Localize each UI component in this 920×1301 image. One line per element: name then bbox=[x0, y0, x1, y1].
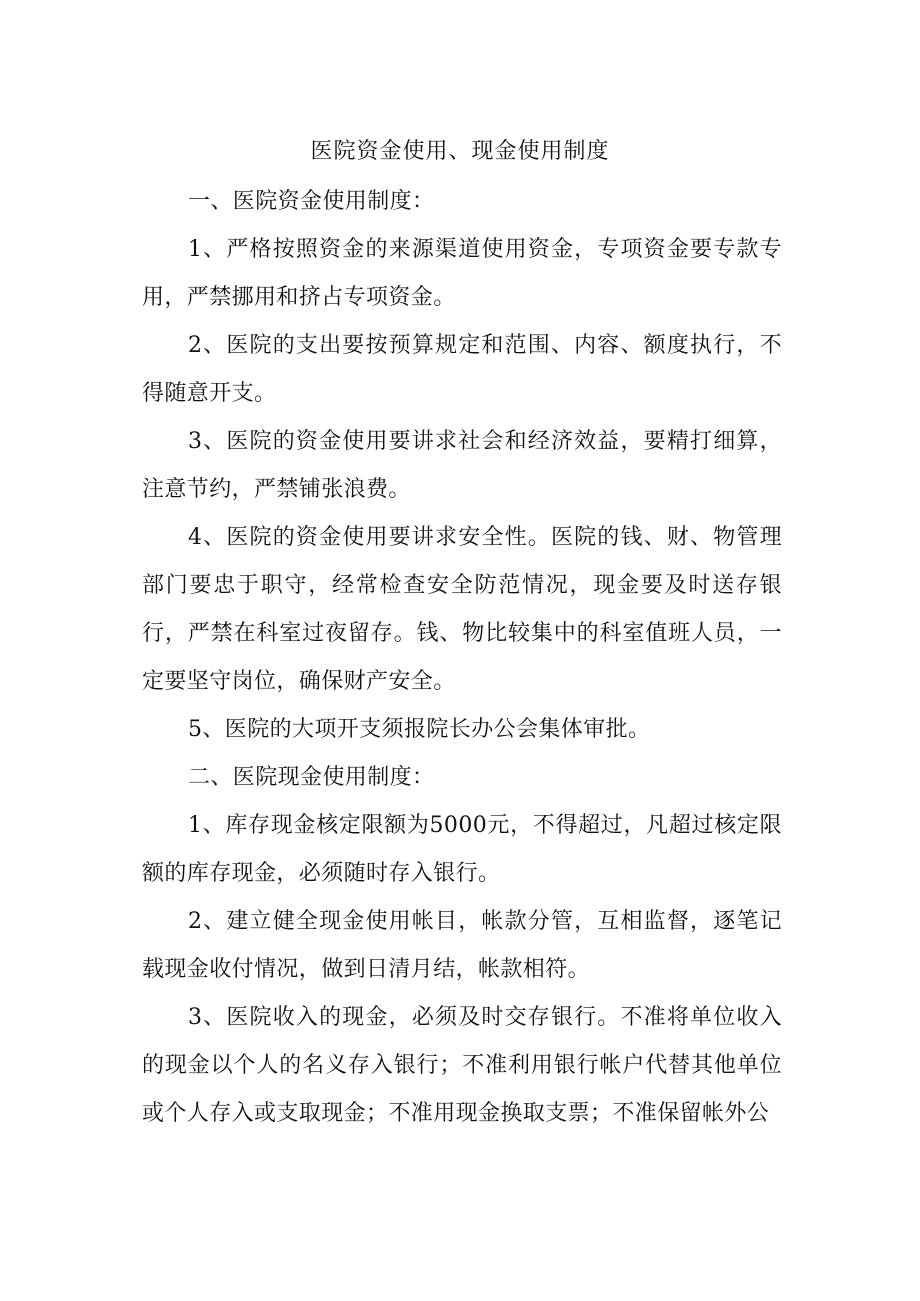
paragraph-fund-4: 4、医院的资金使用要讲求安全性。医院的钱、财、物管理部门要忠于职守，经常检查安全防范情况，现金要及时送存银行，严禁在科室过夜留存。钱、物比较集中的科室值班人员，一定要坚守岗位，确保财产安全。 bbox=[142, 525, 782, 694]
paragraph-cash-3: 3、医院收入的现金，必须及时交存银行。不准将单位收入的现金以个人的名义存入银行；不准利用银行帐户代替其他单位或个人存入或支取现金；不准用现金换取支票；不准保留帐外公 bbox=[142, 1005, 782, 1126]
paragraph-fund-2: 2、医院的支出要按预算规定和范围、内容、额度执行，不得随意开支。 bbox=[142, 333, 782, 406]
document-body bbox=[142, 178, 782, 1138]
section-heading-fund-use: 一、医院资金使用制度： bbox=[188, 189, 435, 214]
paragraph-fund-1: 1、严格按照资金的来源渠道使用资金，专项资金要专款专用，严禁挪用和挤占专项资金。 bbox=[142, 237, 782, 310]
document-title: 医院资金使用、现金使用制度 bbox=[310, 139, 610, 164]
paragraph-cash-1: 1、库存现金核定限额为5000元，不得超过，凡超过核定限额的库存现金，必须随时存入银行。 bbox=[142, 813, 782, 886]
section-heading-cash-use: 二、医院现金使用制度： bbox=[188, 765, 435, 790]
paragraph-fund-3: 3、医院的资金使用要讲求社会和经济效益，要精打细算，注意节约，严禁铺张浪费。 bbox=[142, 429, 782, 502]
paragraph-cash-2: 2、建立健全现金使用帐目，帐款分管，互相监督，逐笔记载现金收付情况，做到日清月结，帐款相符。 bbox=[142, 909, 782, 982]
paragraph-fund-5: 5、医院的大项开支须报院长办公会集体审批。 bbox=[188, 717, 651, 742]
